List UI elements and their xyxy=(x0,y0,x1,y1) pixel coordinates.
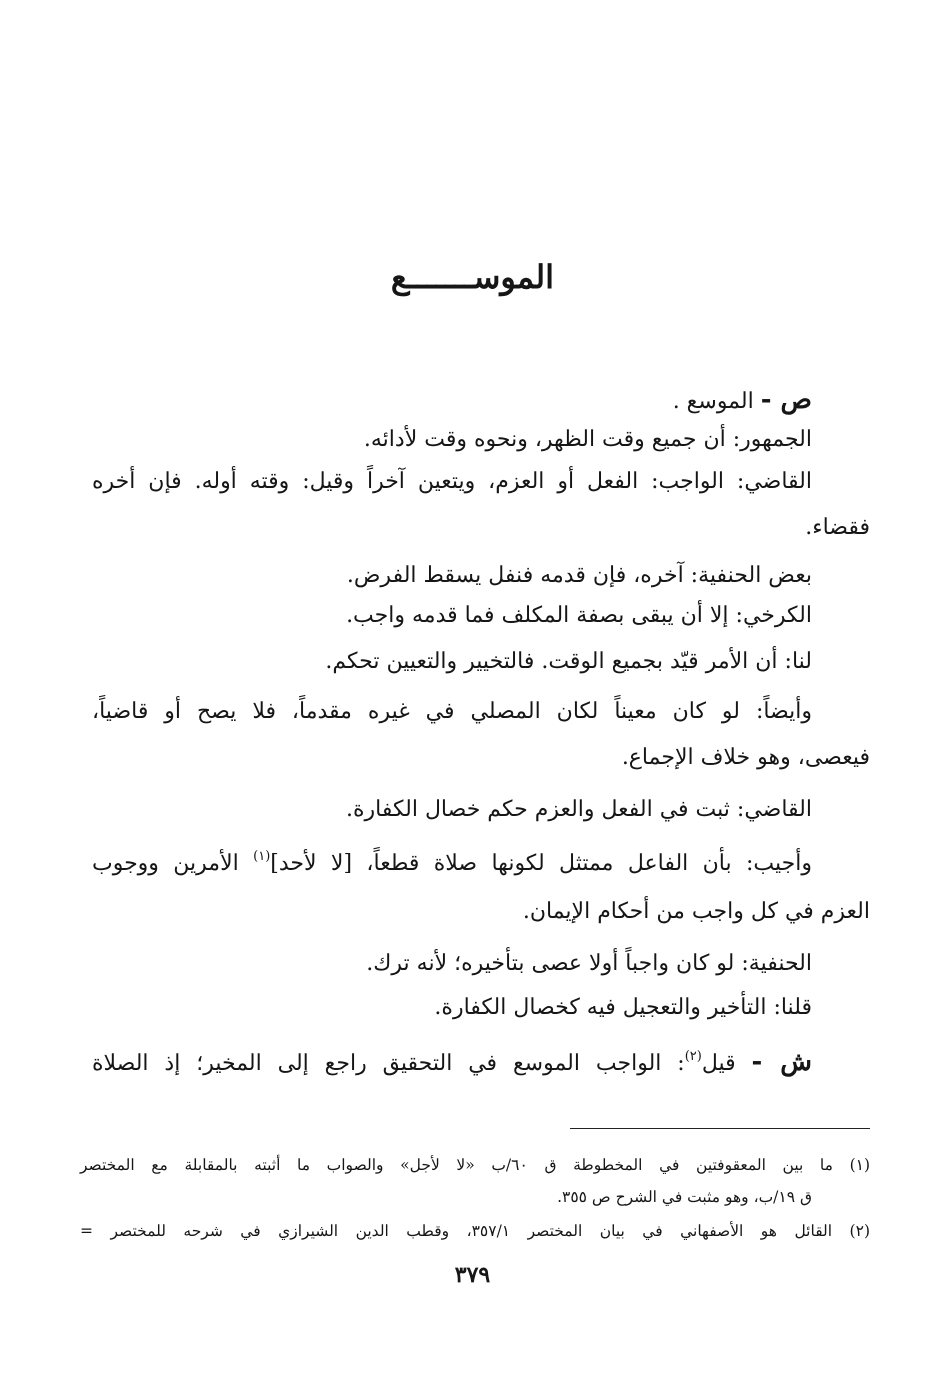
text-line-13: الحنفية: لو كان واجباً أولا عصى بتأخيره؛ لأنه ترك. xyxy=(366,951,812,976)
footnote-ref-2[interactable]: (٢) xyxy=(684,1049,702,1064)
text-line-15-part-b: : الواجب الموسع في التحقيق راجع إلى المخير؛ إذ الصلاة xyxy=(92,1051,685,1076)
text-marker-sad: ص - xyxy=(760,385,812,415)
text-line-11-part-b: الأمرين ووجوب xyxy=(92,851,254,876)
text-line-6: الكرخي: إلا أن يبقى بصفة المكلف فما قدمه واجب. xyxy=(346,603,812,628)
text-line-3: القاضي: الواجب: الفعل أو العزم، ويتعين آخراً وقيل: وقته أوله. فإن أخره xyxy=(92,469,812,494)
section-title: الموســـــــع xyxy=(390,258,555,296)
text-marker-shin: ش - xyxy=(751,1047,813,1077)
text-line-10: القاضي: ثبت في الفعل والعزم حكم خصال الكفارة. xyxy=(346,797,812,822)
footnote-1: (١) ما بين المعقوفتين في المخطوطة ق ٦٠/ب «لا لأجل» والصواب ما أثبته بالمقابلة مع المختصر xyxy=(80,1156,871,1174)
footnote-ref-1[interactable]: (١) xyxy=(253,849,271,864)
text-line-11 xyxy=(92,848,812,880)
text-line-11-part-a: وأجيب: بأن الفاعل ممتثل لكونها صلاة قطعاً، [لا لأحد] xyxy=(270,851,812,876)
text-line-1 xyxy=(92,384,812,418)
text-line-8: وأيضاً: لو كان معيناً لكان المصلي في غيره مقدماً، فلا يصح أو قاضياً، xyxy=(92,699,812,724)
text-line-15-part-a: قيل xyxy=(701,1051,752,1076)
text-line-9: فيعصى، وهو خلاف الإجماع. xyxy=(621,745,870,770)
text-line-15 xyxy=(92,1046,812,1080)
text-line-4: فقضاء. xyxy=(805,515,870,540)
text-line-1-content: الموسع . xyxy=(672,389,754,414)
footnote-2: (٢) القائل هو الأصفهاني في بيان المختصر ٣٥٧/١، وقطب الدين الشيرازي في شرحه للمختصر = xyxy=(80,1222,870,1240)
footnote-1-continuation: ق ١٩/ب، وهو مثبت في الشرح ص ٣٥٥. xyxy=(557,1188,812,1206)
text-line-12: العزم في كل واجب من أحكام الإيمان. xyxy=(522,899,870,924)
text-line-7: لنا: أن الأمر قيّد بجميع الوقت. فالتخيير والتعيين تحكم. xyxy=(325,649,812,674)
text-line-5: بعض الحنفية: آخره، فإن قدمه فنفل يسقط الفرض. xyxy=(346,563,812,588)
text-line-14: قلنا: التأخير والتعجيل فيه كخصال الكفارة. xyxy=(434,995,812,1020)
footnote-divider xyxy=(570,1128,870,1129)
page-number: ٣٧٩ xyxy=(454,1262,491,1288)
text-line-2: الجمهور: أن جميع وقت الظهر، ونحوه وقت لأدائه. xyxy=(363,427,812,452)
